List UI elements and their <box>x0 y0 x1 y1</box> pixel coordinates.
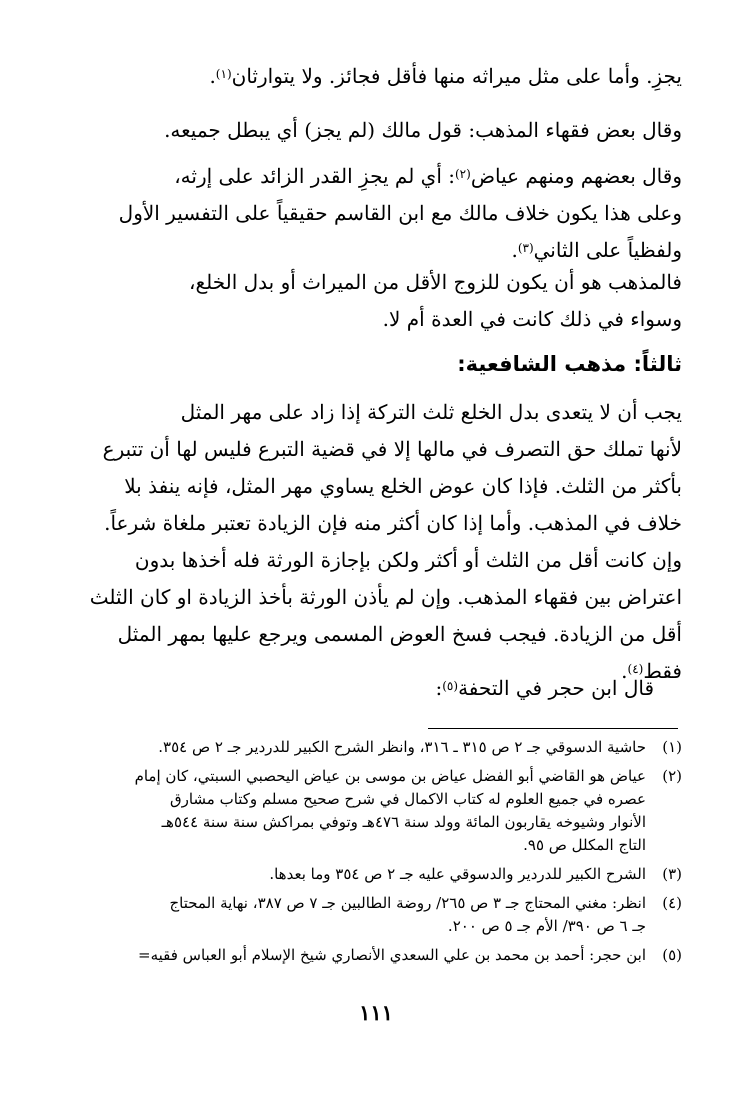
footnote-text: عياض هو القاضي أبو الفضل عياض بن موسى بن عياض اليحصبي السبتي، كان إمام <box>134 767 646 785</box>
text-line: وعلى هذا يكون خلاف مالك مع ابن القاسم حقيقياً على التفسير الأول <box>118 201 682 225</box>
footnote-number: (٤) <box>662 894 682 912</box>
footnotes-list <box>70 736 682 973</box>
text-line: فالمذهب هو أن يكون للزوج الأقل من الميراث أو بدل الخلع، <box>188 270 682 294</box>
text-line: وسواء في ذلك كانت في العدة أم لا. <box>382 307 682 331</box>
text-line: لأنها تملك حق التصرف في مالها إلا في قضية التبرع فليس لها أن تتبرع <box>102 437 682 461</box>
text-line: اعتراض بين فقهاء المذهب. وإن لم يأذن الورثة بأخذ الزيادة او كان الثلث <box>89 585 682 609</box>
footnote-ref: (٥) <box>442 679 459 693</box>
section-heading: ثالثاً: مذهب الشافعية: <box>457 352 682 376</box>
shafii-paragraph <box>77 394 682 690</box>
text-line: يجب أن لا يتعدى بدل الخلع ثلث التركة إذا زاد على مهر المثل <box>180 400 682 424</box>
footnote-text: ابن حجر: أحمد بن محمد بن علي السعدي الأنصاري شيخ الإسلام أبو العباس فقيه= <box>138 946 646 964</box>
footnote-number: (٣) <box>662 865 682 883</box>
page-number: ١١١ <box>359 1000 393 1025</box>
text-line: يجزِ. وأما على مثل ميراثه منها فأقل فجائز. ولا يتوارثان$^{(١)}$. <box>209 64 682 88</box>
footnote-number: (٥) <box>662 946 682 964</box>
footnote-text: التاج المكلل ص ٩٥. <box>523 836 646 854</box>
footnote-text: حاشية الدسوقي جـ ٢ ص ٣١٥ ـ ٣١٦، وانظر الشرح الكبير للدردير جـ ٢ ص ٣٥٤. <box>158 738 646 756</box>
paragraph-4 <box>77 264 682 338</box>
text-line: أقل من الزيادة. فيجب فسخ العوض المسمى ويرجع عليها بمهر المثل <box>117 622 682 646</box>
text-line: خلاف في المذهب. وأما إذا كان أكثر منه فإن الزيادة تعتبر ملغاة شرعاً. <box>104 511 682 535</box>
footnote-text: انظر: مغني المحتاج جـ ٣ ص ٢٦٥/ روضة الطالبين جـ ٧ ص ٣٨٧، نهاية المحتاج <box>169 894 646 912</box>
text-line: وقال بعض فقهاء المذهب: قول مالك (لم يجز) أي يبطل جميعه. <box>164 118 682 142</box>
footnote-ref: (٣) <box>517 241 534 255</box>
footnote <box>70 892 682 938</box>
footnote-text: الأنوار وشيوخه يقاربون المائة وولد سنة ٤٧٦هـ وتوفي بمراكش سنة سنة ٥٤٤هـ <box>161 813 646 831</box>
footnote-ref: (٤) <box>627 662 644 676</box>
footnote-number: (٢) <box>662 767 682 785</box>
quote-intro <box>49 670 654 707</box>
text-line: وإن كانت أقل من الثلث أو أكثر ولكن بإجازة الورثة فله أخذها بدون <box>134 548 682 572</box>
text-line: بأكثر من الثلث. فإذا كان عوض الخلع يساوي مهر المثل، فإنه ينفذ بلا <box>124 474 682 498</box>
footnote-text: جـ ٦ ص ٣٩٠/ الأم جـ ٥ ص ٢٠٠. <box>447 917 646 935</box>
text-line: وقال بعضهم ومنهم عياض$^{(٢)}$: أي لم يجزِ القدر الزائد على إرثه، <box>174 164 682 188</box>
footnote-text: الشرح الكبير للدردير والدسوقي عليه جـ ٢ ص ٣٥٤ وما بعدها. <box>269 865 646 883</box>
text-line: فقط$^{(٤)}$. <box>621 659 682 683</box>
footnote <box>70 765 682 857</box>
footnote <box>70 863 682 886</box>
footnote <box>70 944 682 967</box>
paragraph-1 <box>77 58 682 95</box>
footnote-divider <box>428 728 678 729</box>
paragraph-3 <box>77 158 682 269</box>
footnote-text: عصره في جميع العلوم له كتاب الاكمال في شرح صحيح مسلم وكتاب مشارق <box>169 790 646 808</box>
footnote <box>70 736 682 759</box>
paragraph-2 <box>77 112 682 149</box>
footnote-ref: (٢) <box>454 167 471 181</box>
text-line: قال ابن حجر في التحفة$^{(٥)}$: <box>435 676 654 700</box>
text-line: ولفظياً على الثاني$^{(٣)}$. <box>511 238 682 262</box>
footnote-number: (١) <box>662 738 682 756</box>
footnote-ref: (١) <box>215 67 232 81</box>
